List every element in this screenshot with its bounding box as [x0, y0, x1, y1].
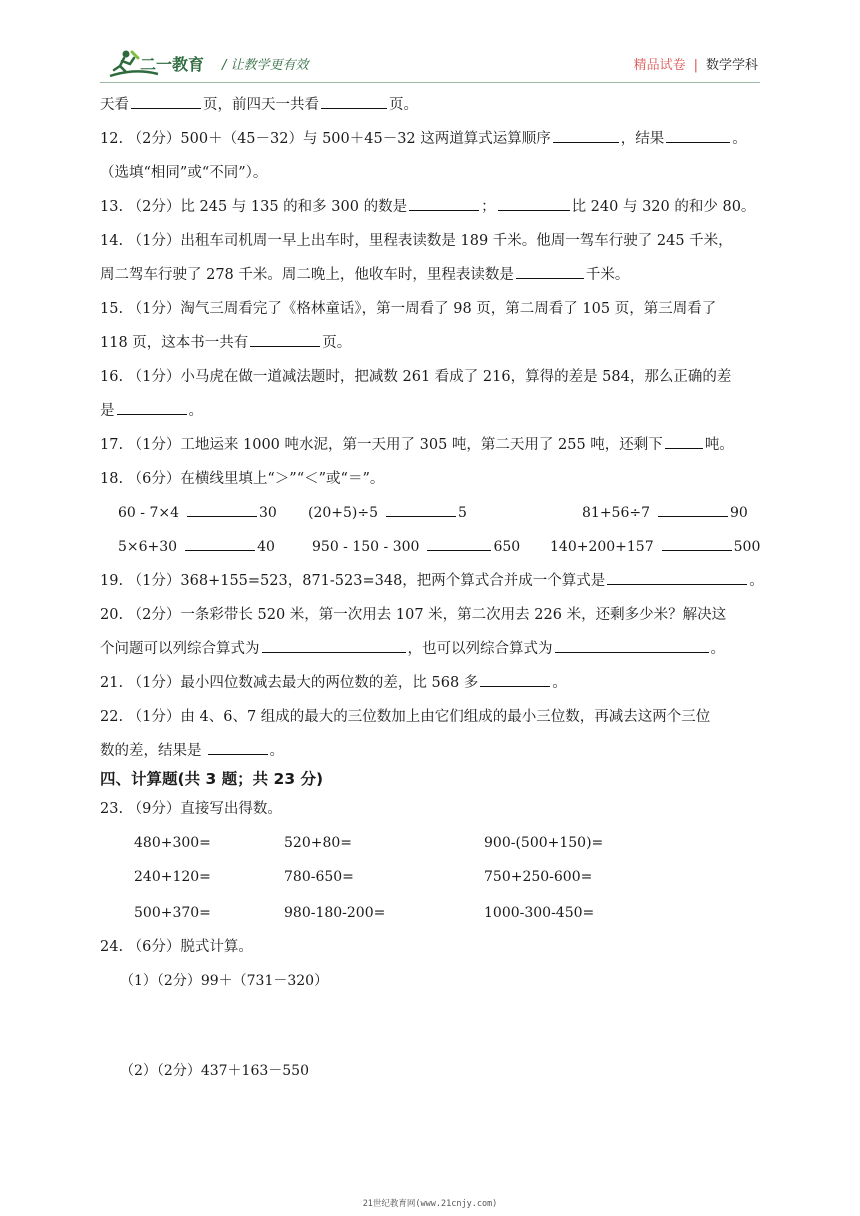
answer-blank[interactable] — [498, 194, 570, 211]
header-separator: | — [693, 58, 698, 73]
question-16-cont: 是 。 — [100, 394, 203, 428]
answer-blank[interactable] — [187, 500, 257, 517]
answer-blank[interactable] — [427, 534, 491, 551]
q18-item: (20+5)÷5 5 — [308, 496, 467, 530]
mental-math-item: 980-180-200= — [284, 905, 386, 921]
answer-blank[interactable] — [185, 534, 255, 551]
answer-blank[interactable] — [321, 92, 387, 109]
question-12-hint: （选填“相同”或“不同”）。 — [100, 165, 268, 181]
question-14-cont: 周二驾车行驶了 278 千米。周二晚上，他收车时，里程表读数是 千米。 — [100, 258, 629, 292]
answer-blank[interactable] — [658, 500, 728, 517]
question-15: 15. （1分）淘气三周看完了《格林童话》，第一周看了 98 页，第二周看了 105 页，第三周看了 — [100, 301, 717, 317]
answer-blank[interactable] — [665, 432, 703, 449]
q18-item: 81+56÷7 90 — [582, 496, 748, 530]
answer-blank[interactable] — [117, 398, 187, 415]
step-calc-part-2: （2）（2分）437＋163－550 — [120, 1063, 309, 1079]
q11-continuation: 天看 页，前四天一共看 页。 — [100, 88, 418, 122]
mental-math-item: 500+370= — [134, 905, 211, 921]
header-divider — [100, 82, 760, 83]
answer-blank[interactable] — [666, 126, 730, 143]
section-title: 四、计算题(共 3 题；共 23 分) — [100, 770, 324, 788]
question-16: 16. （1分）小马虎在做一道减法题时，把减数 261 看成了 216，算得的差是 584，那么正确的差 — [100, 369, 732, 385]
question-21: 21. （1分）最小四位数减去最大的两位数的差，比 568 多 。 — [100, 666, 567, 700]
step-calc-part-1: （1）（2分）99＋（731－320） — [120, 973, 329, 989]
question-19: 19. （1分）368+155=523，871-523=348，把两个算式合并成一个算式是 。 — [100, 564, 764, 598]
mental-math-item: 240+120= — [134, 869, 211, 885]
question-20: 20. （2分）一条彩带长 520 米，第一次用去 107 米，第二次用去 226 米，还剩多少米？解决这 — [100, 607, 727, 623]
question-15-cont: 118 页，这本书一共有 页。 — [100, 326, 351, 360]
answer-blank[interactable] — [208, 738, 268, 755]
mental-math-item: 1000-300-450= — [484, 905, 595, 921]
header-slogan: / 让教学更有效 — [222, 58, 309, 73]
q18-item: 950 - 150 - 300 650 — [312, 530, 520, 564]
logo-text: 二一教育 — [140, 55, 205, 74]
question-22: 22. （1分）由 4、6、7 组成的最大的三位数加上由它们组成的最小三位数，再减去这两个三位 — [100, 709, 711, 725]
mental-math-item: 900-(500+150)= — [484, 835, 604, 851]
header-tag-subject: 数学学科 — [705, 58, 758, 73]
question-14: 14. （1分）出租车司机周一早上出车时，里程表读数是 189 千米。他周一驾车行驶了 245 千米， — [100, 233, 733, 249]
answer-blank[interactable] — [250, 330, 320, 347]
answer-blank[interactable] — [262, 636, 406, 653]
answer-blank[interactable] — [131, 92, 201, 109]
q18-item: 60 - 7×4 30 — [118, 496, 277, 530]
question-23: 23. （9分）直接写出得数。 — [100, 801, 282, 817]
question-18: 18. （6分）在横线里填上“＞”“＜”或“＝”。 — [100, 471, 385, 487]
answer-blank[interactable] — [607, 568, 747, 585]
q18-item: 5×6+30 40 — [118, 530, 275, 564]
page-header — [0, 0, 860, 90]
mental-math-item: 780-650= — [284, 869, 354, 885]
answer-blank[interactable] — [386, 500, 456, 517]
mental-math-item: 480+300= — [134, 835, 211, 851]
answer-blank[interactable] — [555, 636, 709, 653]
question-24: 24. （6分）脱式计算。 — [100, 939, 253, 955]
q18-item: 140+200+157 500 — [550, 530, 760, 564]
question-17: 17. （1分）工地运来 1000 吨水泥，第一天用了 305 吨，第二天用了 255 吨，还剩下 吨。 — [100, 428, 734, 462]
answer-blank[interactable] — [516, 262, 584, 279]
page-footer: 21世纪教育网(www.21cnjy.com) — [362, 1199, 498, 1209]
mental-math-item: 520+80= — [284, 835, 352, 851]
mental-math-item: 750+250-600= — [484, 869, 593, 885]
question-13: 13. （2分）比 245 与 135 的和多 300 的数是 ； 比 240 与 320 的和少 80。 — [100, 190, 755, 224]
header-right — [634, 54, 758, 73]
answer-blank[interactable] — [553, 126, 619, 143]
question-20-cont: 个问题可以列综合算式为 ，也可以列综合算式为 。 — [100, 632, 725, 666]
question-12: 12. （2分）500＋（45－32）与 500＋45－32 这两道算式运算顺序 ，结果 。 — [100, 122, 747, 156]
question-22-cont: 数的差，结果是 。 — [100, 734, 284, 768]
header-tag-premium: 精品试卷 — [633, 58, 686, 73]
answer-blank[interactable] — [409, 194, 479, 211]
answer-blank[interactable] — [480, 670, 550, 687]
answer-blank[interactable] — [662, 534, 732, 551]
